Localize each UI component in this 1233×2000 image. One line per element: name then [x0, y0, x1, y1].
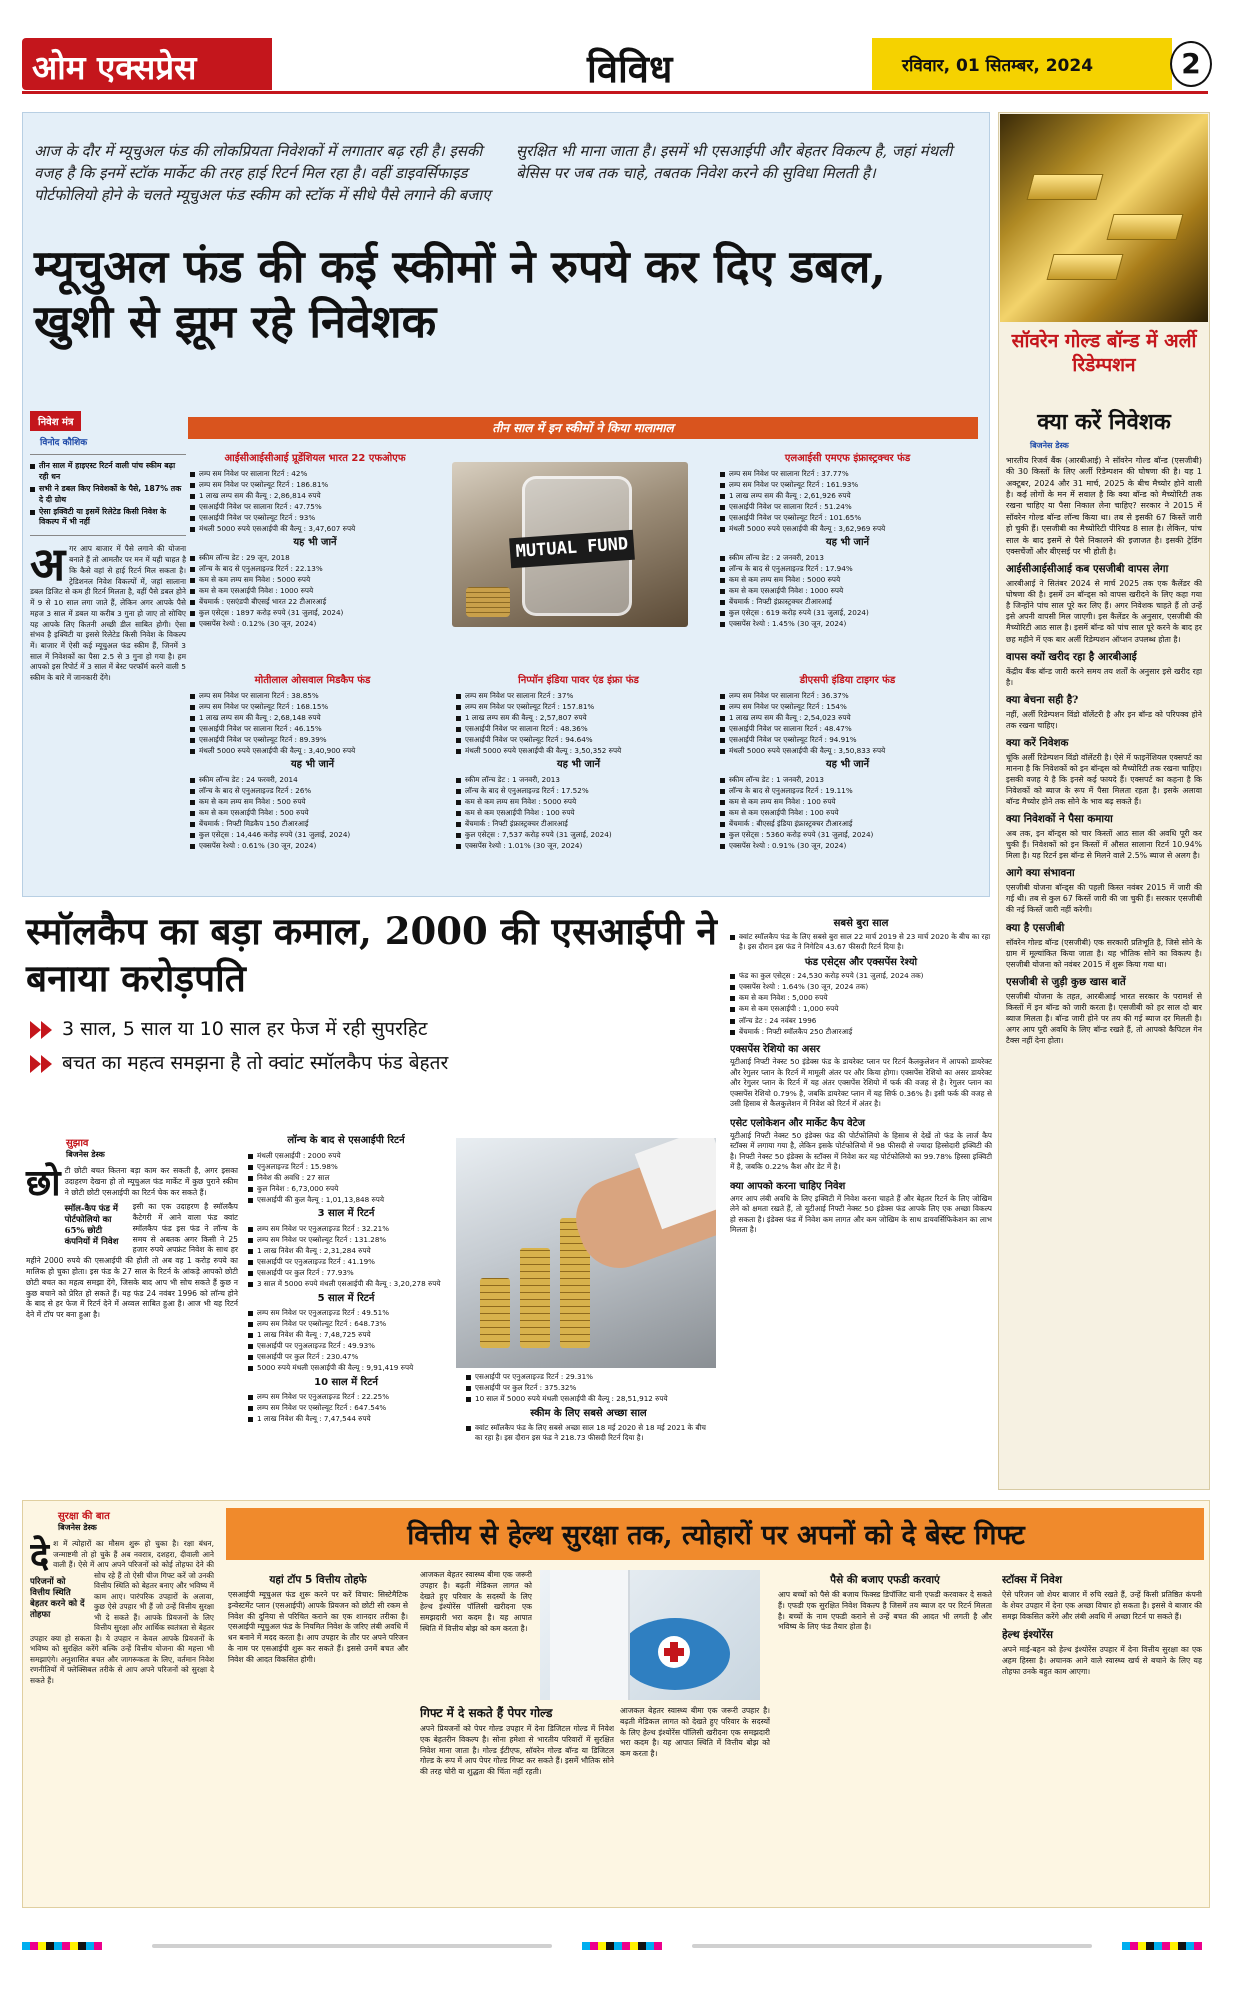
- stat-item: एसआईपी निवेश पर सालाना रिटर्न : 51.24%: [720, 502, 975, 512]
- bottom-tag: सुरक्षा की बात: [58, 1511, 110, 1522]
- sip-3y-item: लम्प सम निवेश पर एनुअलाइज्ड रिटर्न : 32.21%: [248, 1224, 444, 1234]
- arrow-icon: [30, 1055, 41, 1073]
- scheme-stats: [190, 691, 435, 756]
- stat-item: एसआईपी निवेश पर सालाना रिटर्न : 46.15%: [190, 724, 435, 734]
- fact-item: कम से कम एसआईपी निवेश : 100 रुपये: [456, 808, 701, 818]
- sip-5y-item: लम्प सम निवेश पर एनुअलाइज्ड रिटर्न : 49.51%: [248, 1308, 444, 1318]
- suggest-dropcap: छो: [26, 1162, 61, 1204]
- sip-5y-item: एसआईपी पर एनुअलाइज्ड रिटर्न : 49.93%: [248, 1341, 444, 1351]
- scheme-stats: [456, 691, 701, 756]
- fact-item: कम से कम एसआईपी निवेश : 1000 रुपये: [190, 586, 440, 596]
- section-heading: क्या बेचना सही है?: [1006, 693, 1079, 706]
- sip-returns-column: [248, 1132, 444, 1425]
- section-heading: आईसीआईसीआई कब एसजीबी वापस लेगा: [1006, 563, 1169, 576]
- scheme-name: निप्पॉन इंडिया पावर एंड इंफ्रा फंड: [518, 675, 639, 686]
- sip-10y-list: [248, 1392, 444, 1424]
- bottom-col4: [620, 1706, 770, 1904]
- fact-item: बेंचमार्क : निफ्टी इंफ्रास्ट्रक्चर टीआरआई: [720, 597, 975, 607]
- suggest-author: बिजनेस डेस्क: [66, 1150, 105, 1159]
- scheme-card: [190, 672, 435, 852]
- medical-cross-icon: [664, 1648, 684, 1656]
- sip-5y-title: 5 साल में रिटर्न: [317, 1292, 375, 1304]
- stat-item: एसआईपी निवेश पर एब्सोल्यूट रिटर्न : 94.64%: [456, 735, 701, 745]
- bottom-pullquote: परिजनों को वित्तीय स्थिति बेहतर करने को दें तोहफा: [30, 1577, 85, 1621]
- bottom-col1: [30, 1508, 214, 1903]
- stat-item: एसआईपी निवेश पर एब्सोल्यूट रिटर्न : 101.65%: [720, 513, 975, 523]
- fact-item: लॉन्च के बाद से एनुअलाइज्ड रिटर्न : 17.52%: [456, 786, 701, 796]
- stat-item: 1 लाख लम्प सम की वैल्यू : 2,68,148 रुपये: [190, 713, 435, 723]
- suggest-tag: सुझाव: [66, 1138, 89, 1149]
- scheme-facts: [190, 775, 435, 851]
- sip-3y-item: 1 लाख निवेश की वैल्यू : 2,31,284 रुपये: [248, 1246, 444, 1256]
- stat-item: लम्प सम निवेश पर सालाना रिटर्न : 36.37%: [720, 691, 975, 701]
- arrow-icon: [41, 1021, 52, 1039]
- bottom-col5-title: पैसे की बजाए एफडी करवाएं: [830, 1574, 940, 1586]
- bottom-col2-title: यहां टॉप 5 वित्तीय तोहफे: [269, 1574, 367, 1586]
- section-heading: क्या निवेशकों ने पैसा कमाया: [1006, 813, 1113, 826]
- fact-item: बेंचमार्क : बीएसई इंडिया इंफ्रास्ट्रक्चर टीआरआई: [720, 819, 975, 829]
- caption-item: 10 साल में 5000 रुपये मंथली एसआईपी की वैल्यू : 28,51,912 रुपये: [466, 1394, 711, 1404]
- scheme-card: [190, 450, 440, 630]
- fact-item: एक्सपेंस रेश्यो : 0.61% (30 जून, 2024): [190, 841, 435, 851]
- bottom-col2-text: एसआईपी म्यूचुअल फंड शुरू करने पर करें विचार: सिस्टेमैटिक इन्वेस्टमेंट प्लान (एसआईपी) आपके प्रियजन को छोटी सी रकम से निवेश की दुनिया से परिचित कराने का एक शानदार तरीका है। एसआईपी म्यूचुअल फंड के नियमित निवेश के जरिए लंबी अवधि में धन बनाने में मदद करता है। आप उपहार के तौर पर अपने परिजन के नाम पर एसआईपी शुरू कर सकते हैं। इससे उनमें बचत और निवेश की आदत विकसित होगी।: [228, 1590, 408, 1664]
- mutual-fund-jar-image: [452, 462, 688, 627]
- sip-5y-item: 1 लाख निवेश की वैल्यू : 7,48,725 रुपये: [248, 1330, 444, 1340]
- fund-asset-item: फंड का कुल एसेट्स : 24,530 करोड़ रुपये (31 जुलाई, 2024 तक): [730, 971, 992, 981]
- brand-name: ओम एक्सप्रेस: [32, 48, 197, 87]
- scheme-name: मोतीलाल ओसवाल मिडकैप फंड: [254, 675, 371, 686]
- stat-item: एसआईपी निवेश पर सालाना रिटर्न : 47.75%: [190, 502, 440, 512]
- sip-5y-item: लम्प सम निवेश पर एब्सोल्यूट रिटर्न : 648.73%: [248, 1319, 444, 1329]
- masthead: [22, 38, 1208, 94]
- sgb-title: सॉवरेन गोल्ड बॉन्ड में अर्ली रिडेम्पशन: [1011, 330, 1197, 376]
- scheme-stats: [190, 469, 440, 534]
- sip-5y-item: 5000 रुपये मंथली एसआईपी की वैल्यू : 9,91,419 रुपये: [248, 1363, 444, 1373]
- stat-item: 1 लाख लम्प सम की वैल्यू : 2,54,023 रुपये: [720, 713, 975, 723]
- sgb-intro: भारतीय रिजर्व बैंक (आरबीआई) ने सॉवरेन गोल्ड बॉन्ड (एसजीबी) की 30 किस्तों के लिए अर्ली रिडेम्पशन की घोषणा की है। यह 1 अक्टूबर, 2024 और 31 मार्च, 2025 के बीच मैच्योर होने वाली है। कई लोगों के मन में सवाल है कि क्या बॉन्ड को मैच्योरिटी तक रखना चाहिए या पैसा निकाल लेना चाहिए? सरकार ने 2015 में सॉवरेन गोल्ड बॉन्ड लॉन्च किया था। तब से इसकी 67 किस्तें जारी हो चुकी हैं। एसजीबी का मैच्योरिटी पीरियड 8 साल है। लेकिन, पांच साल के बाद इसमें से पैसे निकालने की इजाजत है। इसकी ट्रेडिंग एक्सचेंजों और बीएसई पर भी होती है।: [1006, 456, 1202, 556]
- bottom-col5: [778, 1570, 992, 1900]
- mantra-bullet: तीन साल में हाइएस्ट रिटर्न वाली पांच स्कीम बढ़ा रही धन: [30, 461, 186, 483]
- stat-item: 1 लाख लम्प सम की वैल्यू : 2,86,814 रुपये: [190, 491, 440, 501]
- fund-asset-item: एक्सपेंस रेश्यो : 1.64% (30 जून, 2024 तक): [730, 982, 992, 992]
- bottom-col5-text: आप बच्चों को पैसे की बजाय फिक्स्ड डिपॉजिट यानी एफडी करवाकर दे सकते हैं। एफडी एक सुरक्षित निवेश विकल्प है जिसमें तय ब्याज दर पर रिटर्न मिलता है। बच्चों के नाम एफडी कराने से उन्हें बचत की आदत भी लगती है और भविष्य के लिए फंड तैयार होता है।: [778, 1590, 992, 1632]
- section-text: सॉवरेन गोल्ड बॉन्ड (एसजीबी) एक सरकारी प्रतिभूति है, जिसे सोने के ग्राम में मूल्यांकित किया जाता है। यह भौतिक सोने का विकल्प है। एसजीबी योजना को नवंबर 2015 में शुरू किया गया था।: [1006, 937, 1202, 969]
- headline-smallcap: स्मॉलकैप का बड़ा कमाल, 2000 की एसआईपी ने बनाया करोड़पति: [26, 909, 717, 1001]
- fact-item: कम से कम एसआईपी निवेश : 100 रुपये: [720, 808, 975, 818]
- section-heading: क्या आपको करना चाहिए निवेश: [730, 1180, 846, 1192]
- fact-item: स्कीम लॉन्च डेट : 1 जनवरी, 2013: [720, 775, 975, 785]
- fact-item: कुल एसेट्स : 619 करोड़ रुपये (31 जुलाई, 2024): [720, 608, 975, 618]
- fact-item: कम से कम एसआईपी निवेश : 500 रुपये: [190, 808, 435, 818]
- worst-year-title: सबसे बुरा साल: [833, 918, 889, 929]
- bottom-col1-text: श में त्योहारों का मौसम शुरू हो चुका है। रक्षा बंधन, जन्माष्टमी तो हो चुके हैं अब नवरात्र, दशहरा, दीवाली आने वाली हैं। ऐसे में आप अपने परिजनों को कोई तोहफा देने की सोच रहे हैं तो ऐसी चीज गिफ्ट करें जो उनकी वित्तीय स्थिति को बेहतर बनाए और भविष्य में काम आए। पारंपरिक उपहारों के अलावा, कुछ ऐसे उपहार भी हैं जो उन्हें वित्तीय सुरक्षा भी दे सकते हैं। आपके प्रियजनों के लिए वित्तीय सुरक्षा और आर्थिक स्वतंत्रता से बेहतर उपहार क्या हो सकता है। ये उपहार न केवल आपके प्रियजनों के भविष्य को सुरक्षित करेंगे बल्कि उन्हें वित्तीय योजना की महत्ता भी समझाएंगे। अनुशासित बचत और जागरूकता के लिए, वर्तमान निवेश रणनीतियों में फ्लेक्सिबल तरीके से आप अपने परिजनों को सुरक्षा दे सकते हैं।: [30, 1539, 214, 1685]
- section-text: अब तक, इन बॉन्ड्स को चार किस्तों आठ साल की अवधि पूरी कर चुकी हैं। निवेशकों को इन किस्तों में औसत सालाना रिटर्न 10.94% मिला है। यह रिटर्न इस बॉन्ड से मिलने वाले 2.5% ब्याज से अलग है।: [1006, 829, 1202, 861]
- registration-mark: [582, 1942, 662, 1950]
- bottom-author: बिजनेस डेस्क: [58, 1523, 97, 1532]
- scheme-facts: [456, 775, 701, 851]
- bottom-headline: वित्तीय से हेल्थ सुरक्षा तक, त्योहारों पर अपनों को दे बेस्ट गिफ्ट: [407, 1520, 1025, 1551]
- fund-asset-item: लॉन्च डेट : 24 नवंबर 1996: [730, 1016, 992, 1026]
- know-title: यह भी जानें: [556, 759, 601, 771]
- scheme-card: [720, 672, 975, 852]
- bottom-col6-title: स्टॉक्स में निवेश: [1002, 1574, 1062, 1586]
- issue-date: रविवार, 01 सितम्बर, 2024: [902, 56, 1094, 76]
- stat-item: मंथली 5000 रुपये एसआईपी की वैल्यू : 3,50,352 रुपये: [456, 746, 701, 756]
- page-number: 2: [1170, 41, 1212, 87]
- sip-3y-item: एसआईपी पर एनुअलाइज्ड रिटर्न : 41.19%: [248, 1257, 444, 1267]
- sgb-body: [1006, 455, 1202, 1485]
- arrow-icon: [41, 1055, 52, 1073]
- mantra-body: गर आप बाजार में पैसे लगाने की योजना बनाते हैं तो आमतौर पर मन में यही चाहत है कि कैसे वहां से हाई रिटर्न मिल सकता है। ट्रेडिशनल निवेश विकल्पों में, जहां सालाना डबल डिजिट से कम ही रिटर्न मिलता है, वहीं पैसे डबल होने में 9 से 10 साल लगा जाते हैं, लेकिन अगर आपके पैसे महज 3 साल में डबल या करीब 3 गुना हो जाए तो सोचिए यह आपके लिए कितनी अच्छी डील साबित होगी। ऐसा संभव है इक्विटी या इससे रिलेटेड किसी निवेश के विकल्प में। बाजार में ऐसी कई म्यूचुअल फंड स्कीम हैं, जिनमें 3 साल में निवेशकों का पैसा 2.5 से 3 गुना हो गया है। हम आपको इस रिपोर्ट में 3 साल में बेस्ट परफॉर्म करने वाली 5 स्कीम के बारे में जानकारी देंगे।: [30, 544, 186, 683]
- stat-item: लम्प सम निवेश पर एब्सोल्यूट रिटर्न : 154%: [720, 702, 975, 712]
- fact-item: बेंचमार्क : एसएंडपी बीएसई भारत 22 टीआरआई: [190, 597, 440, 607]
- fact-item: एक्सपेंस रेश्यो : 0.12% (30 जून, 2024): [190, 619, 440, 629]
- section-heading: एसजीबी से जुड़ी कुछ खास बातें: [1006, 975, 1126, 988]
- know-title: यह भी जानें: [293, 537, 337, 549]
- section-heading: एक्सपेंस रेशियो का असर: [730, 1044, 821, 1056]
- section-text: अगर आप लंबी अवधि के लिए इक्विटी में निवेश करना चाहते हैं और बेहतर रिटर्न के लिए जोखिम लेने को क्षमता रखते हैं, तो यूटीआई निफ्टी नेक्स्ट 50 इंडेक्स फंड आपके लिए एक अच्छा विकल्प हो सकता है। इंडेक्स फंड में निवेश कम लागत और कम जोखिम के साथ डायवर्सिफिकेशन का लाभ मिलता है।: [730, 1193, 992, 1235]
- smallcap-points: [30, 1015, 730, 1075]
- know-title: यह भी जानें: [290, 759, 335, 771]
- fact-item: कुल एसेट्स : 1897 करोड़ रुपये (31 जुलाई, 2024): [190, 608, 440, 618]
- scheme-name: एलआईसी एमएफ इंफ्रास्ट्रक्चर फंड: [784, 453, 911, 464]
- fact-item: कम से कम लम्प सम निवेश : 100 रुपये: [720, 797, 975, 807]
- fact-item: कम से कम लम्प सम निवेश : 5000 रुपये: [190, 575, 440, 585]
- scheme-name: आईसीआईसीआई प्रूडेंशियल भारत 22 एफओएफ: [224, 453, 406, 464]
- scheme-card: [456, 672, 701, 852]
- mantra-author: विनोद कौशिक: [40, 438, 88, 448]
- fact-item: कुल एसेट्स : 7,537 करोड़ रुपये (31 जुलाई, 2024): [456, 830, 701, 840]
- sip-10y-item: 1 लाख निवेश की वैल्यू : 7,47,544 रुपये: [248, 1414, 444, 1424]
- sip-launch-list: [248, 1151, 444, 1205]
- section-heading: एसेट एलोकेशन और मार्केट कैप वेटेज: [730, 1117, 865, 1129]
- fact-item: कम से कम एसआईपी निवेश : 1000 रुपये: [720, 586, 975, 596]
- sip-5y-item: एसआईपी पर कुल रिटर्न : 230.47%: [248, 1352, 444, 1362]
- best-year-title: स्कीम के लिए सबसे अच्छा साल: [530, 1407, 647, 1419]
- scheme-stats: [720, 469, 975, 534]
- fact-item: स्कीम लॉन्च डेट : 2 जनवरी, 2013: [720, 553, 975, 563]
- registration-mark: [1122, 1942, 1202, 1950]
- sip-3y-item: 3 साल में 5000 रुपये मंथली एसआईपी की वैल्यू : 3,20,278 रुपये: [248, 1279, 444, 1289]
- stat-item: मंथली 5000 रुपये एसआईपी की वैल्यू : 3,62,969 रुपये: [720, 524, 975, 534]
- arrow-icon: [30, 1021, 41, 1039]
- sip-launch-item: कुल निवेश : 6,73,000 रुपये: [248, 1184, 444, 1194]
- fact-item: कुल एसेट्स : 5360 करोड़ रुपये (31 जुलाई, 2024): [720, 830, 975, 840]
- sip-3y-list: [248, 1224, 444, 1289]
- sip-launch-item: मंथली एसआईपी : 2000 रुपये: [248, 1151, 444, 1161]
- bottom-col2: [228, 1570, 408, 1900]
- fact-item: कम से कम लम्प सम निवेश : 5000 रुपये: [720, 575, 975, 585]
- stat-item: मंथली 5000 रुपये एसआईपी की वैल्यू : 3,40,900 रुपये: [190, 746, 435, 756]
- bottom-col4-text: आजकल बेहतर स्वास्थ्य बीमा एक जरूरी उपहार है। बढ़ती मेडिकल लागत को देखते हुए परिवार के सदस्यों के लिए हेल्थ इंश्योरेंस पॉलिसी खरीदना एक समझदारी भरा कदम है। यह आपात स्थिति में वित्तीय बोझ को कम करता है।: [420, 1570, 532, 1633]
- registration-mark: [152, 1944, 552, 1948]
- sgb-author: बिजनेस डेस्क: [1030, 441, 1069, 450]
- stat-item: लम्प सम निवेश पर एब्सोल्यूट रिटर्न : 186.81%: [190, 480, 440, 490]
- coin-stack-icon: [466, 587, 510, 617]
- stat-item: लम्प सम निवेश पर सालाना रिटर्न : 37.77%: [720, 469, 975, 479]
- mantra-column: [30, 410, 186, 890]
- stat-item: 1 लाख लम्प सम की वैल्यू : 2,61,926 रुपये: [720, 491, 975, 501]
- section-text: यूटीआई निफ्टी नेक्स्ट 50 इंडेक्स फंड के डायरेक्ट प्लान पर रिटर्न कैलकुलेशन में आपको डायरेक्ट और रेगुलर प्लान के रिटर्न में मामूली अंतर पर और किया होगा। एक्सपेंस रेशियो का असर डायरेक्ट और रेगुलर प्लान के रिटर्न में यह अंतर एक्सपेंस रेशियो में फर्क की वजह से है। रेगुलर प्लान का एक्सपेंस रेशियो 0.79% है, जबकि डायरेक्ट प्लान में यह सिर्फ 0.36% है। इसी फर्क की वजह से उसी हिसाब से कैलकुलेशन में निवेश को रिटर्न में अंतर है।: [730, 1057, 992, 1109]
- scheme-facts: [720, 553, 975, 629]
- section-text: यूटीआई निफ्टी नेक्स्ट 50 इंडेक्स फंड की पोर्टफोलियो के हिसाब से देखें तो फंड के लार्ज कैप स्टॉक्स में लगाया गया है, लेकिन इसके पोर्टफोलियो में 98 फीसदी से ज्यादा हिस्सेदारी इक्विटी की है। निफ्टी नेक्स्ट 50 इंडेक्स के स्टॉक्स में निवेश कर यह पोर्टफोलियो का 99.78% हिस्सा इक्विटी में है, जबकि 0.22% कैश और डेट में है।: [730, 1130, 992, 1172]
- headline-mutual-fund: म्यूचुअल फंड की कई स्कीमों ने रुपये कर दिए डबल, खुशी से झूम रहे निवेशक: [34, 240, 887, 348]
- worst-year-text: क्वांट स्मॉलकैप फंड के लिए सबसे बुरा साल 22 मार्च 2019 से 23 मार्च 2020 के बीच का रहा है। इस दौरान इस फंड ने निगेटिव 43.67 फीसदी रिटर्न दिया है।: [730, 932, 992, 951]
- scheme-card: [720, 450, 975, 630]
- mantra-tag: निवेश मंत्र: [30, 411, 81, 431]
- section-heading: आगे क्या संभावना: [1006, 867, 1075, 880]
- fund-asset-item: कम से कम निवेश : 5,000 रुपये: [730, 993, 992, 1003]
- stat-item: एसआईपी निवेश पर एब्सोल्यूट रिटर्न : 94.91%: [720, 735, 975, 745]
- sip-launch-item: एसआईपी की कुल वैल्यू : 1,01,13,848 रुपये: [248, 1195, 444, 1205]
- bottom-col6-text: ऐसे परिजन जो शेयर बाजार में रुचि रखते हैं, उन्हें किसी प्रतिष्ठित कंपनी के शेयर उपहार में देना एक अच्छा विचार हो सकता है। इससे वे बाजार की समझ विकसित करेंगे और लंबी अवधि में अच्छा रिटर्न पा सकते हैं।: [1002, 1590, 1202, 1621]
- fact-item: लॉन्च के बाद से एनुअलाइज्ड रिटर्न : 22.13%: [190, 564, 440, 574]
- point-text: बचत का महत्व समझना है तो क्वांट स्मॉलकैप फंड बेहतर: [62, 1052, 449, 1074]
- sip-3y-item: एसआईपी पर कुल रिटर्न : 77.93%: [248, 1268, 444, 1278]
- fund-assets-title: फंड एसेट्स और एक्सपेंस रेश्यो: [804, 957, 918, 969]
- sgb-subtitle: क्या करें निवेशक: [1037, 409, 1171, 435]
- gold-bars-image: [1000, 114, 1208, 322]
- fund-assets-list: [730, 971, 992, 1036]
- bottom-col3b: [420, 1706, 614, 1904]
- fact-item: एक्सपेंस रेश्यो : 1.45% (30 जून, 2024): [720, 619, 975, 629]
- intro-text: आज के दौर में म्यूचुअल फंड की लोकप्रियता निवेशकों में लगातार बढ़ रही है। इसकी वजह है कि इनमें स्टॉक मार्केट की तरह हाई रिटर्न मिल रहा है। वहीं डाइवर्सिफाइड पोर्टफोलियो होने के चलते म्यूचुअल फंड स्कीम को स्टॉक में सीधे पैसे लगाने की बजाए सुरक्षित भी माना जाता है। इसमें भी एसआईपी और बेहतर विकल्प है, जहां मंथली बेसिस पर जब तक चाहे, तबतक निवेश करने की सुविधा मिलती है।: [34, 142, 953, 204]
- bottom-dropcap: दे: [30, 1535, 50, 1577]
- fact-item: स्कीम लॉन्च डेट : 1 जनवरी, 2013: [456, 775, 701, 785]
- stat-item: लम्प सम निवेश पर एब्सोल्यूट रिटर्न : 168.15%: [190, 702, 435, 712]
- registration-mark: [692, 1944, 1092, 1948]
- fact-item: कम से कम लम्प सम निवेश : 500 रुपये: [190, 797, 435, 807]
- caption-item: एसआईपी पर एनुअलाइज्ड रिटर्न : 29.31%: [466, 1372, 711, 1382]
- section-text: आरबीआई ने सितंबर 2024 से मार्च 2025 तक एक कैलेंडर की घोषणा की है। इसमें उन बॉन्ड्स को वापस खरीदने के लिए कहा गया है जिन्होंने पांच साल पूरे कर लिए हैं। अगर निवेशक चाहते हैं तो उन्हें इसे अपनी वापसी मिल जाएगी। इस कैलेंडर के अनुसार, एसजीबी की मैच्योरिटी आठ साल है। इसमें बॉन्ड को पांच साल पूरे करने के बाद हर छह महीने में एक बार अर्ली रिडेम्पशन ऑप्शन उपलब्ध होता है।: [1006, 579, 1202, 644]
- bottom-col6b-title: हेल्थ इंश्योरेंस: [1002, 1629, 1054, 1642]
- section-heading: वापस क्यों खरीद रहा है आरबीआई: [1006, 650, 1137, 663]
- registration-mark: [22, 1942, 102, 1950]
- mantra-dropcap: अ: [30, 537, 66, 592]
- section-text: एसजीबी योजना बॉन्ड्स की पहली किस्त नवंबर 2015 में जारी की गई थी। तब से कुल 67 किस्तें जारी की जा चुकी हैं। सरकार एसजीबी की नई किस्तें जारी नहीं करेगी।: [1006, 883, 1202, 915]
- gold-bar-icon: [1107, 214, 1184, 240]
- fact-item: एक्सपेंस रेश्यो : 1.01% (30 जून, 2024): [456, 841, 701, 851]
- caption-item: एसआईपी पर कुल रिटर्न : 375.32%: [466, 1383, 711, 1393]
- fact-item: स्कीम लॉन्च डेट : 29 जून, 2018: [190, 553, 440, 563]
- fact-item: लॉन्च के बाद से एनुअलाइज्ड रिटर्न : 26%: [190, 786, 435, 796]
- know-title: यह भी जानें: [825, 537, 870, 549]
- section-text: नहीं, अर्ली रिडेम्पशन विंडो वॉलेंटरी है और इन बॉन्ड को परिपक्व होने तक रखना चाहिए।: [1006, 709, 1202, 730]
- mantra-bullet: सभी ने डबल किए निवेशकों के पैसे, 187% तक दे दी ग्रोथ: [30, 484, 186, 506]
- section-text: चूंकि अर्ली रिडेम्पशन विंडो वॉलेंटरी है। ऐसे में फाइनेंशियल एक्सपर्ट का मानना है कि निवेशकों को इन बॉन्ड्स को मैच्योरिटी तक रखना चाहिए। इसकी वजह ये है कि इनसे कई फायदे हैं। एक्सपर्ट का कहना है कि निवेशकों को ब्याज के रूप में पैसा मिलता रहता है। इसके अलावा बॉन्ड मैच्योर होने तक सोने के भाव बढ़ सकते हैं।: [1006, 752, 1202, 807]
- bottom-col6: [1002, 1570, 1202, 1900]
- doctor-figure-icon: [550, 1570, 630, 1700]
- stat-item: एसआईपी निवेश पर सालाना रिटर्न : 48.36%: [456, 724, 701, 734]
- scheme-facts: [190, 553, 440, 629]
- jar-label: MUTUAL FUND: [509, 530, 635, 568]
- sip-launch-item: एनुअलाइज्ड रिटर्न : 15.98%: [248, 1162, 444, 1172]
- fact-item: स्कीम लॉन्च डेट : 24 फरवरी, 2014: [190, 775, 435, 785]
- section-name: विविध: [587, 46, 673, 91]
- stat-item: लम्प सम निवेश पर सालाना रिटर्न : 42%: [190, 469, 440, 479]
- sip-10y-item: लम्प सम निवेश पर एब्सोल्यूट रिटर्न : 647.54%: [248, 1403, 444, 1413]
- sip-3y-item: लम्प सम निवेश पर एब्सोल्यूट रिटर्न : 131.28%: [248, 1235, 444, 1245]
- schemes-banner: तीन साल में इन स्कीमों ने किया मालामाल: [188, 417, 978, 439]
- sip-launch-item: निवेश की अवधि : 27 साल: [248, 1173, 444, 1183]
- fund-asset-item: कम से कम एसआईपी : 1,000 रुपये: [730, 1004, 992, 1014]
- fact-item: कम से कम लम्प सम निवेश : 5000 रुपये: [456, 797, 701, 807]
- sip-10y-item: लम्प सम निवेश पर एनुअलाइज्ड रिटर्न : 22.25%: [248, 1392, 444, 1402]
- suggest-body-top: टी छोटी बचत कितना बड़ा काम कर सकती है, अगर इसका उदाहरण देखना हो तो म्यूचुअल फंड मार्केट में कुछ पुराने स्कीम ने छोटी छोटी एसआईपी का रिटर्न चेक कर सकते हैं।: [64, 1166, 238, 1197]
- fact-item: लॉन्च के बाद से एनुअलाइज्ड रिटर्न : 17.94%: [720, 564, 975, 574]
- mantra-bullets: [30, 454, 186, 536]
- stat-item: एसआईपी निवेश पर एब्सोल्यूट रिटर्न : 93%: [190, 513, 440, 523]
- stat-item: मंथली 5000 रुपये एसआईपी की वैल्यू : 3,47,607 रुपये: [190, 524, 440, 534]
- bottom-col3-title: गिफ्ट में दे सकते हैं पेपर गोल्ड: [420, 1706, 553, 1720]
- fact-item: एक्सपेंस रेश्यो : 0.91% (30 जून, 2024): [720, 841, 975, 851]
- section-heading: क्या है एसजीबी: [1006, 921, 1065, 934]
- bottom-col3-text: अपने प्रियजनों को पेपर गोल्ड उपहार में देना डिजिटल गोल्ड में निवेश एक बेहतरीन विकल्प है। सोना हमेशा से भारतीय परिवारों में सुरक्षित निवेश माना जाता है। गोल्ड ईटीएफ, सॉवरेन गोल्ड बॉन्ड या डिजिटल गोल्ड के रूप में आप पेपर गोल्ड गिफ्ट कर सकते हैं। इसमें भौतिक सोने की तरह चोरी या शुद्धता की चिंता नहीं रहती।: [420, 1724, 614, 1777]
- stat-item: एसआईपी निवेश पर एब्सोल्यूट रिटर्न : 89.39%: [190, 735, 435, 745]
- coin-stack-icon: [520, 1248, 550, 1348]
- fact-item: बेंचमार्क : निफ्टी मिडकैप 150 टीआरआई: [190, 819, 435, 829]
- coin-stack-icon: [480, 1278, 510, 1348]
- print-registration-strip: [22, 1940, 1210, 1952]
- suggest-body: इसी का एक उदाहरण है स्मॉलकैप कैटेगरी में आने वाला फंड क्वांट स्मॉलकैप फंड इस फंड ने लॉन्च के समय से अबतक अगर किसी ने 25 हजार रुपये अपफ्रंट निवेश के साथ हर महीने 2000 रुपये की एसआईपी की होती तो अब वह 1 करोड़ रुपये का मालिक हो चुका होता। इस फंड के 27 साल के रिटर्न के आंकड़े आपको छोटी छोटी बचत का महत्व समझा देंगे, जिसके बाद आप भी सोच सकते हैं कुछ न कुछ बचाने को प्रेरित हो सकते हैं। यह फंड 24 नवंबर 1996 को लॉन्च होने के बाद से हर फेज में रिटर्न देने में अव्वल साबित हुआ है। आज भी यह रिटर्न देने में टॉप पर बना हुआ है।: [26, 1202, 238, 1320]
- stat-item: लम्प सम निवेश पर एब्सोल्यूट रिटर्न : 161.93%: [720, 480, 975, 490]
- scheme-name: डीएसपी इंडिया टाइगर फंड: [799, 675, 896, 686]
- coins-hand-image: [456, 1138, 716, 1368]
- stat-item: लम्प सम निवेश पर सालाना रिटर्न : 37%: [456, 691, 701, 701]
- sip-5y-list: [248, 1308, 444, 1373]
- image-caption-list: [466, 1372, 711, 1444]
- bottom-col6b-text: अपने माई-बहन को हेल्थ इंश्योरेंस उपहार में देना वित्तीय सुरक्षा का एक अहम हिस्सा है। अचानक आने वाले स्वास्थ्य खर्च से बचाने के लिए यह तोहफा उनके बहुत काम आएगा।: [1002, 1645, 1202, 1676]
- fact-item: लॉन्च के बाद से एनुअलाइज्ड रिटर्न : 19.11%: [720, 786, 975, 796]
- section-text: एसजीबी योजना के तहत, आरबीआई भारत सरकार के परामर्श से किस्तों में इन बॉन्ड को जारी करता है। एसजीबी को हर साल दो बार ब्याज मिलता है। बॉन्ड जारी होने पर तय की गई ब्याज दर मिलती है। अगर आप पूरी अवधि के लिए बॉन्ड रखते हैं, तो आपको कैपिटल गेन टैक्स नहीं देना होता।: [1006, 991, 1202, 1045]
- best-year-text: क्वांट स्मॉलकैप फंड के लिए सबसे अच्छा साल 18 मई 2020 से 18 मई 2021 के बीच का रहा है। इस दौरान इस फंड ने 218.73 फीसदी रिटर्न दिया है।: [466, 1423, 711, 1442]
- piggy-bank-image: [540, 1570, 760, 1700]
- sip-10y-title: 10 साल में रिटर्न: [314, 1376, 378, 1388]
- sip-title: लॉन्च के बाद से एसआईपी रिटर्न: [287, 1135, 405, 1146]
- stat-item: एसआईपी निवेश पर सालाना रिटर्न : 48.47%: [720, 724, 975, 734]
- gold-bar-icon: [1047, 254, 1124, 280]
- fact-item: बेंचमार्क : निफ्टी इंफ्रास्ट्रक्चर टीआरआई: [456, 819, 701, 829]
- fact-item: कुल एसेट्स : 14,446 करोड़ रुपये (31 जुलाई, 2024): [190, 830, 435, 840]
- fund-asset-item: बेंचमार्क : निफ्टी स्मॉलकैप 250 टीआरआई: [730, 1027, 992, 1037]
- scheme-facts: [720, 775, 975, 851]
- gold-bar-icon: [1027, 174, 1104, 200]
- worst-year-column: [730, 912, 992, 1492]
- section-heading: क्या करें निवेशक: [1006, 736, 1069, 749]
- scheme-stats: [720, 691, 975, 756]
- bottom-col4b-text: आजकल बेहतर स्वास्थ्य बीमा एक जरूरी उपहार है। बढ़ती मेडिकल लागत को देखते हुए परिवार के सदस्यों के लिए हेल्थ इंश्योरेंस पॉलिसी खरीदना एक समझदारी भरा कदम है। यह आपात स्थिति में वित्तीय बोझ को कम करता है।: [620, 1706, 770, 1759]
- section-text: केंद्रीय बैंक बॉन्ड जारी करने समय तय शर्तों के अनुसार इसे खरीद रहा है।: [1006, 666, 1202, 687]
- mantra-bullet: ऐसा इक्विटी या इसमें रिलेटेड किसी निवेश के विकल्प में भी नहीं: [30, 507, 186, 529]
- stat-item: मंथली 5000 रुपये एसआईपी की वैल्यू : 3,50,833 रुपये: [720, 746, 975, 756]
- point-text: 3 साल, 5 साल या 10 साल हर फेज में रही सुपरहिट: [62, 1018, 428, 1040]
- suggest-pullquote: स्मॉल-कैप फंड में पोर्टफोलियो का 65% छोटी कंपनियों में निवेश: [64, 1204, 119, 1248]
- know-title: यह भी जानें: [825, 759, 870, 771]
- stat-item: लम्प सम निवेश पर एब्सोल्यूट रिटर्न : 157.81%: [456, 702, 701, 712]
- stat-item: लम्प सम निवेश पर सालाना रिटर्न : 38.85%: [190, 691, 435, 701]
- suggest-column: [26, 1135, 238, 1485]
- stat-item: 1 लाख लम्प सम की वैल्यू : 2,57,807 रुपये: [456, 713, 701, 723]
- sip-3y-title: 3 साल में रिटर्न: [317, 1208, 375, 1220]
